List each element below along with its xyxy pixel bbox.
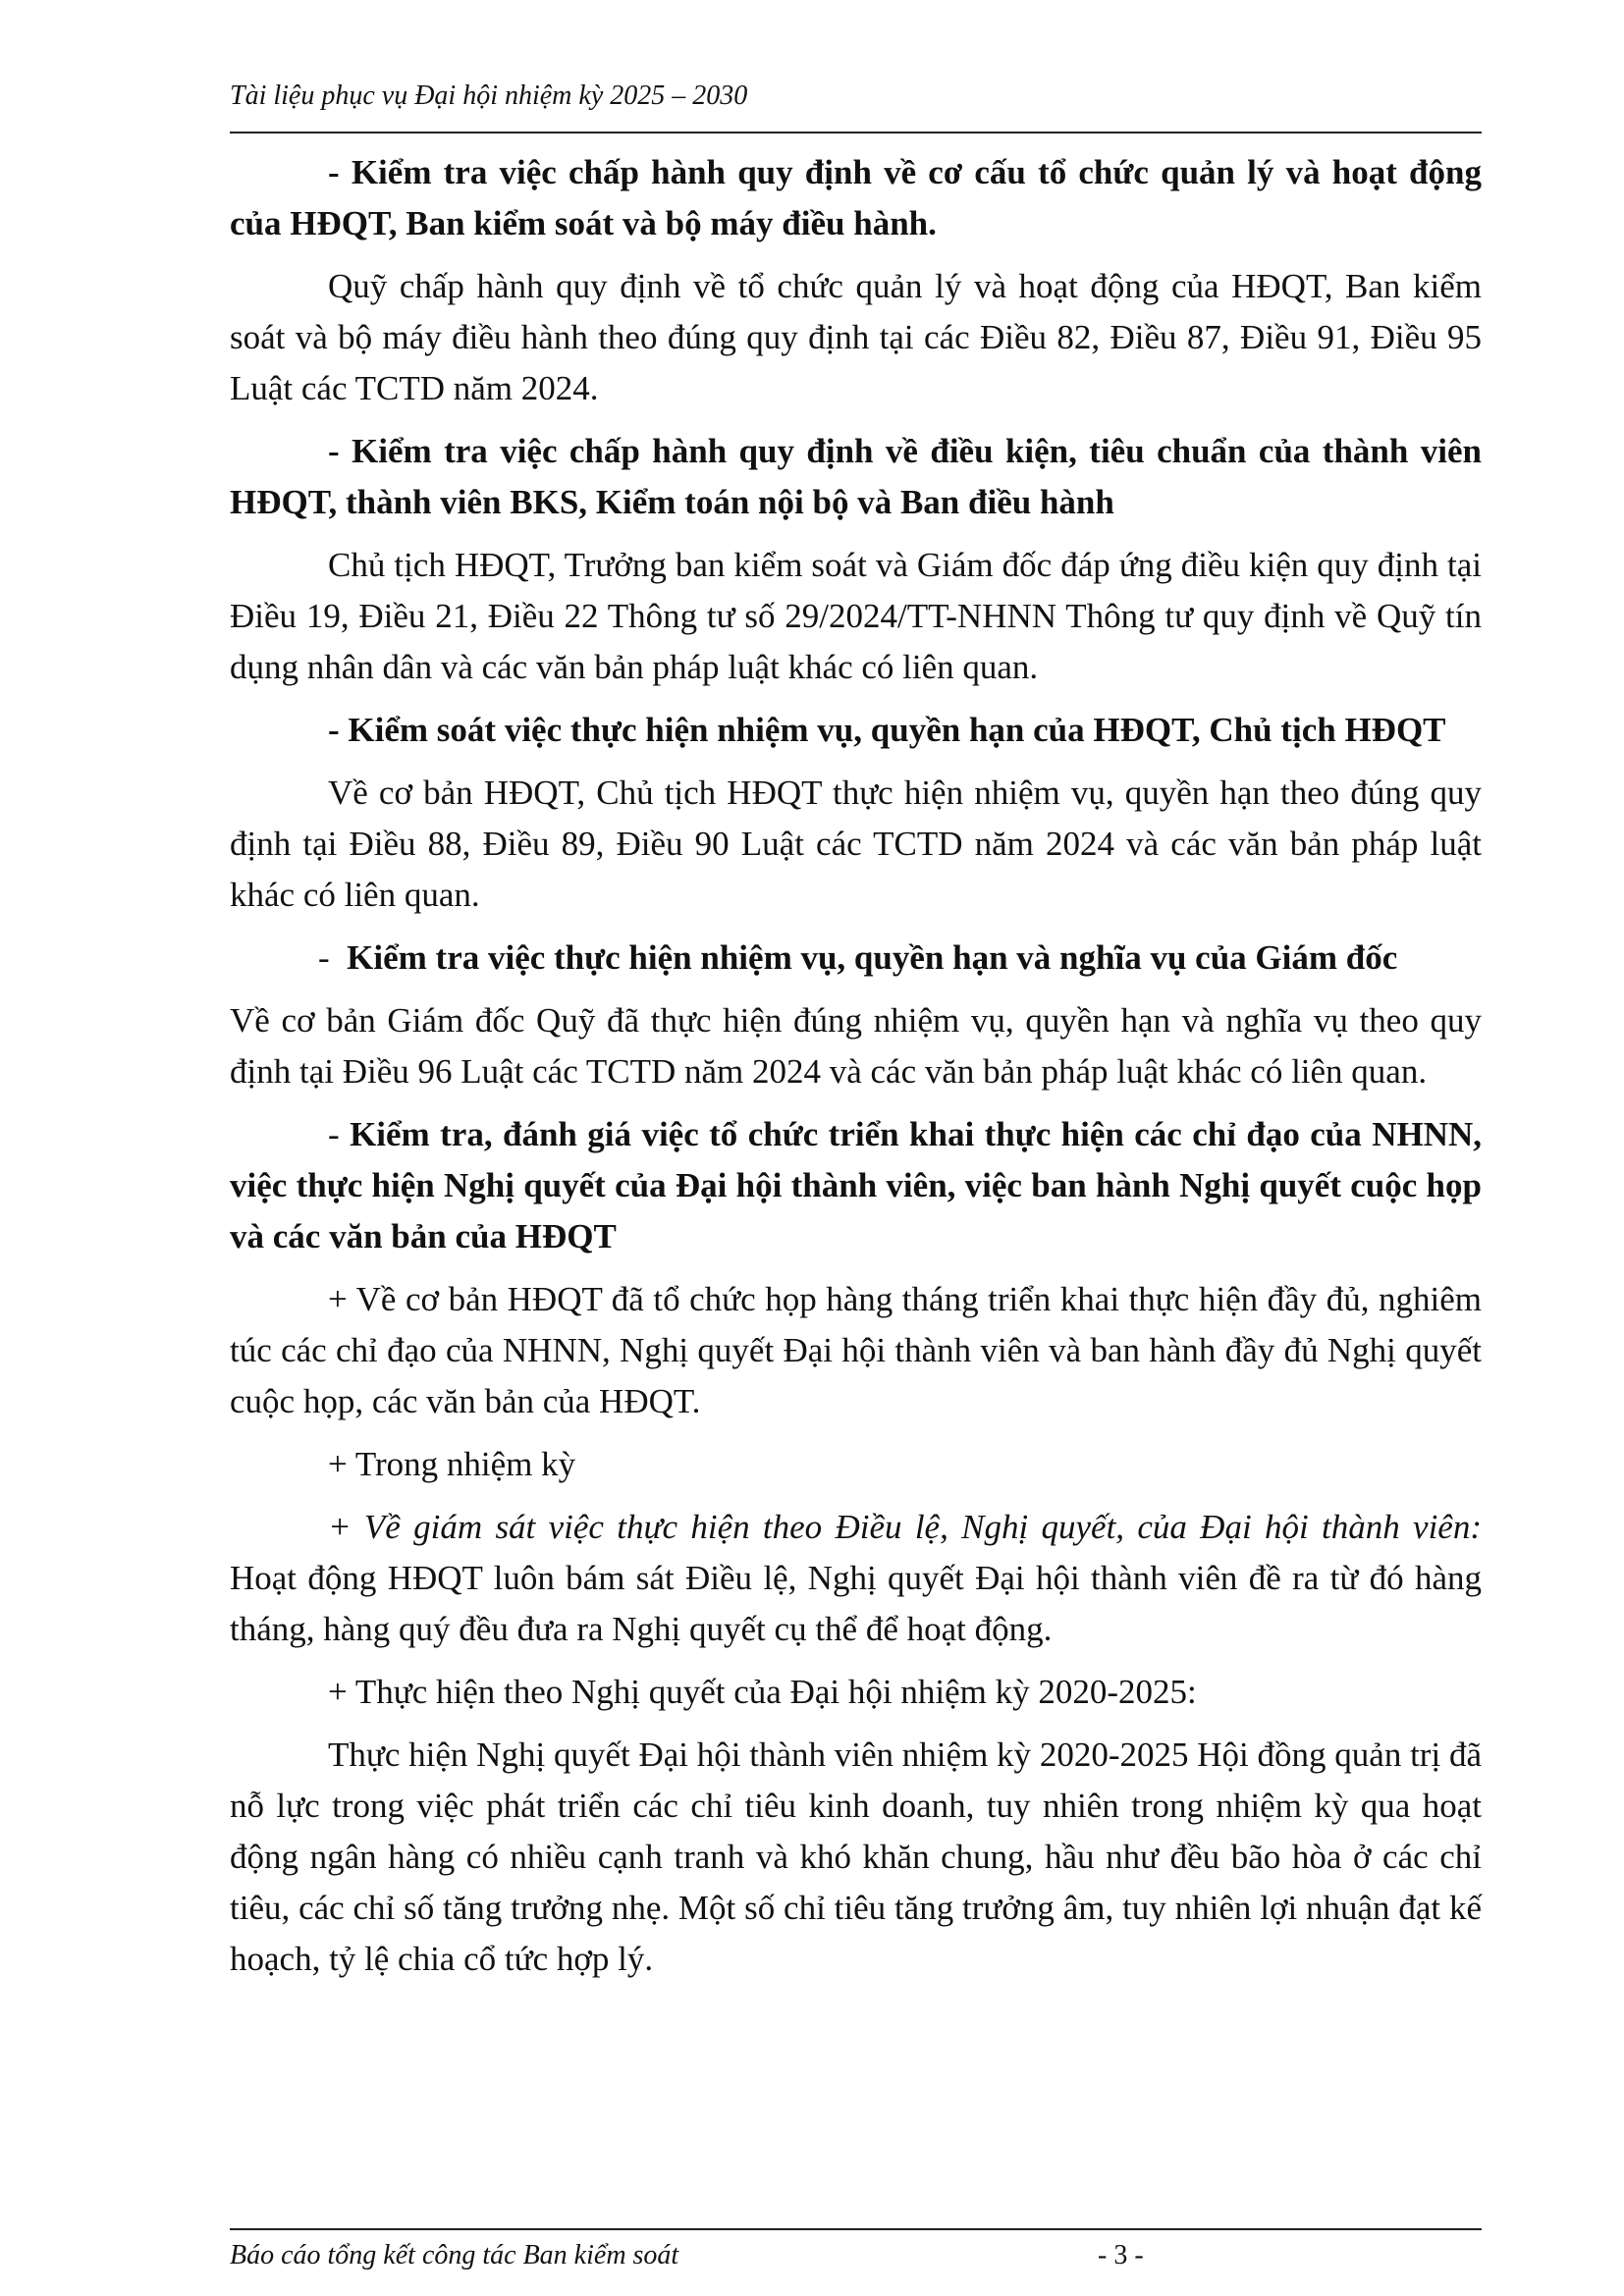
heading-text: Kiểm tra, đánh giá việc tổ chức triển khai thực hiện các chỉ đạo của NHNN, việc thực hiện Nghị quyết của Đại hội thành viên, việc ban hành Nghị quyết cuộc họp và các văn bản của HĐQT [230, 1115, 1482, 1255]
paragraph [230, 1502, 1482, 1655]
section-heading [230, 933, 1482, 984]
page-number: - 3 - [1098, 2240, 1144, 2270]
document-body [230, 147, 1482, 1997]
paragraph: Về cơ bản Giám đốc Quỹ đã thực hiện đúng nhiệm vụ, quyền hạn và nghĩa vụ theo quy định tại Điều 96 Luật các TCTD năm 2024 và các văn bản pháp luật khác có liên quan. [230, 1001, 1482, 1091]
paragraph: Chủ tịch HĐQT, Trưởng ban kiểm soát và Giám đốc đáp ứng điều kiện quy định tại Điều 19, Điều 21, Điều 22 Thông tư số 29/2024/TT-NHNN Thông tư quy định về Quỹ tín dụng nhân dân và các văn bản pháp luật khác có liên quan. [230, 546, 1482, 686]
page-footer: Báo cáo tổng kết công tác Ban kiểm soát [230, 2240, 679, 2270]
paragraph-text: Hoạt động HĐQT luôn bám sát Điều lệ, Nghị quyết Đại hội thành viên đề ra từ đó hàng tháng, hàng quý đều đưa ra Nghị quyết cụ thể để hoạt động. [230, 1559, 1482, 1648]
section-heading: - Kiểm tra việc chấp hành quy định về cơ cấu tổ chức quản lý và hoạt động của HĐQT, Ban kiểm soát và bộ máy điều hành. [230, 153, 1482, 242]
heading-dash: - [318, 938, 330, 977]
italic-lead: + Về giám sát việc thực hiện theo Điều lệ, Nghị quyết, của Đại hội thành viên: [328, 1508, 1482, 1546]
section-heading: - Kiểm tra việc chấp hành quy định về điều kiện, tiêu chuẩn của thành viên HĐQT, thành viên BKS, Kiểm toán nội bộ và Ban điều hành [230, 432, 1482, 521]
section-heading: - Kiểm soát việc thực hiện nhiệm vụ, quyền hạn của HĐQT, Chủ tịch HĐQT [328, 711, 1446, 749]
page-header: Tài liệu phục vụ Đại hội nhiệm kỳ 2025 – 2030 [230, 80, 748, 111]
section-heading [230, 1109, 1482, 1262]
paragraph: + Trong nhiệm kỳ [328, 1445, 576, 1483]
paragraph: Về cơ bản HĐQT, Chủ tịch HĐQT thực hiện nhiệm vụ, quyền hạn theo đúng quy định tại Điều 88, Điều 89, Điều 90 Luật các TCTD năm 2024 và các văn bản pháp luật khác có liên quan. [230, 774, 1482, 914]
heading-dash: - [328, 1115, 340, 1153]
paragraph: + Thực hiện theo Nghị quyết của Đại hội nhiệm kỳ 2020-2025: [328, 1673, 1197, 1711]
paragraph: Quỹ chấp hành quy định về tổ chức quản lý và hoạt động của HĐQT, Ban kiểm soát và bộ máy điều hành theo đúng quy định tại các Điều 82, Điều 87, Điều 91, Điều 95 Luật các TCTD năm 2024. [230, 267, 1482, 407]
paragraph: + Về cơ bản HĐQT đã tổ chức họp hàng tháng triển khai thực hiện đầy đủ, nghiêm túc các chỉ đạo của NHNN, Nghị quyết Đại hội thành viên và ban hành đầy đủ Nghị quyết cuộc họp, các văn bản của HĐQT. [230, 1280, 1482, 1420]
heading-text: Kiểm tra việc thực hiện nhiệm vụ, quyền hạn và nghĩa vụ của Giám đốc [347, 938, 1398, 977]
footer-divider [230, 2228, 1482, 2230]
paragraph: Thực hiện Nghị quyết Đại hội thành viên nhiệm kỳ 2020-2025 Hội đồng quản trị đã nỗ lực trong việc phát triển các chỉ tiêu kinh doanh, tuy nhiên trong nhiệm kỳ qua hoạt động ngân hàng có nhiều cạnh tranh và khó khăn chung, hầu như đều bão hòa ở các chỉ tiêu, các chỉ số tăng trưởng nhẹ. Một số chỉ tiêu tăng trưởng âm, tuy nhiên lợi nhuận đạt kế hoạch, tỷ lệ chia cổ tức hợp lý. [230, 1735, 1482, 1978]
header-divider [230, 132, 1482, 133]
